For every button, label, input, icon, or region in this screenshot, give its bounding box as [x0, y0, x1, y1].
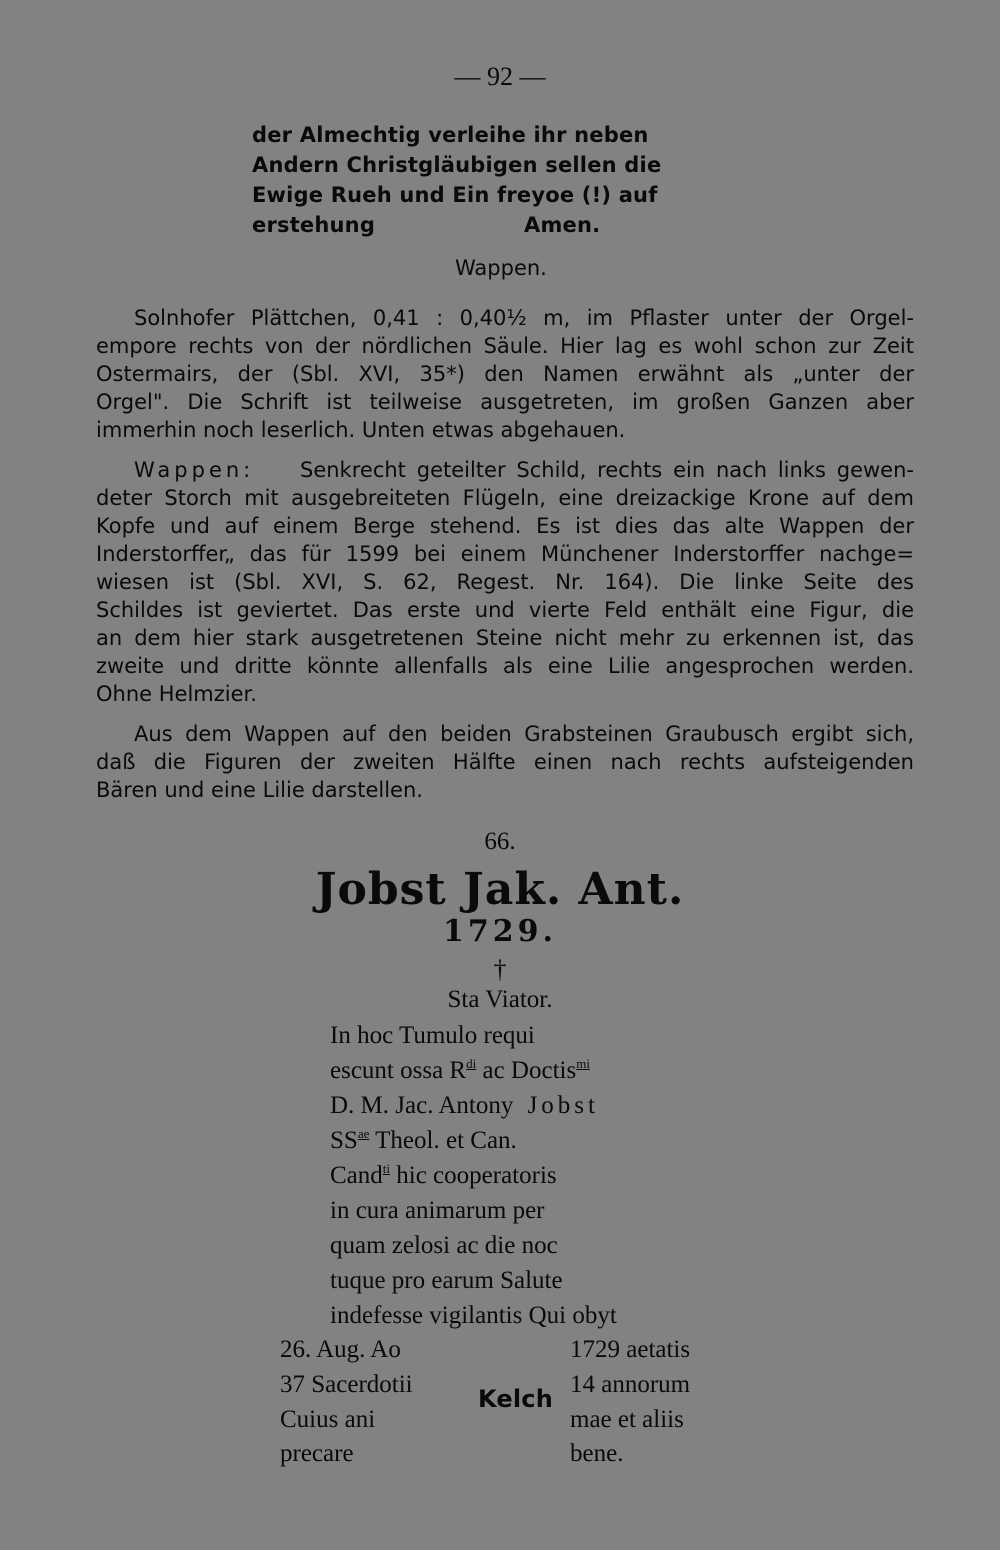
right-col-line-4: bene. — [570, 1440, 624, 1467]
para2-line-2: deter Storch mit ausgebreiteten Flügeln, eine dreizackige Krone auf dem — [96, 486, 914, 510]
inscription-line-1: der Almechtig verleihe ihr neben — [252, 123, 649, 147]
para2-line-4: Inderstorffer„ das für 1599 bei einem Münchener Inderstorffer nachge= — [96, 542, 914, 566]
right-col-line-1: 1729 aetatis — [570, 1336, 691, 1363]
inscription-line-3: Ewige Rueh und Ein freyoe (!) auf — [252, 183, 658, 207]
para2-line-3: Kopfe und auf einem Berge stehend. Es ist dies das alte Wappen der — [96, 514, 914, 538]
latin-line-4 — [330, 1127, 517, 1155]
latin-line-2-a: escunt ossa R — [330, 1057, 467, 1084]
latin-line-1: In hoc Tumulo requi — [330, 1022, 535, 1049]
entry-year: 1729. — [443, 914, 557, 949]
left-col-line-1: 26. Aug. Ao — [280, 1336, 401, 1363]
latin-line-5-sup: ti — [382, 1161, 391, 1176]
para2-line-5: wiesen ist (Sbl. XVI, S. 62, Regest. Nr. 164). Die linke Seite des — [96, 570, 914, 594]
latin-line-2-sup: di — [466, 1056, 477, 1071]
para1-line-1: Solnhofer Plättchen, 0,41 : 0,40½ m, im Pflaster unter der Orgel- — [134, 306, 914, 330]
page-number: — 92 — — [454, 62, 546, 91]
latin-line-4-b: Theol. et Can. — [369, 1127, 517, 1154]
right-col-line-3: mae et aliis — [570, 1406, 684, 1433]
latin-line-2 — [330, 1057, 590, 1085]
latin-line-6: in cura animarum per — [330, 1197, 545, 1224]
latin-line-8: tuque pro earum Salute — [330, 1267, 563, 1294]
para1-line-2: empore rechts von der nördlichen Säule. Hier lag es wohl schon zur Zeit — [96, 334, 914, 358]
para3-line-3: Bären und eine Lilie darstellen. — [96, 778, 423, 802]
entry-number: 66. — [484, 828, 516, 855]
para1-line-3: Ostermairs, der (Sbl. XVI, 35*) den Namen erwähnt als „unter der — [96, 362, 914, 386]
left-col-line-2: 37 Sacerdotii — [280, 1371, 413, 1398]
latin-line-5 — [330, 1162, 557, 1190]
para1-line-5: immerhin noch leserlich. Unten etwas abgehauen. — [96, 418, 626, 442]
right-col-line-2: 14 annorum — [570, 1371, 691, 1398]
para2-lead: Wappen: — [134, 458, 255, 482]
inscription-line-4: erstehung — [252, 213, 376, 237]
latin-line-5-a: Cand — [330, 1162, 383, 1189]
para3-line-2: daß die Figuren der zweiten Hälfte einen nach rechts aufsteigenden — [96, 750, 914, 774]
latin-head: Sta Viator. — [447, 986, 553, 1013]
latin-line-7: quam zelosi ac die noc — [330, 1232, 558, 1259]
kelch-label: Kelch — [478, 1385, 553, 1413]
latin-line-3-a: D. M. Jac. Antony — [330, 1092, 514, 1119]
para2-line-9: Ohne Helmzier. — [96, 682, 257, 706]
cross-symbol: † — [493, 955, 507, 984]
entry-name: Jobst Jak. Ant. — [315, 864, 685, 915]
wappen-label: Wappen. — [455, 256, 547, 280]
left-col-line-3: Cuius ani — [280, 1406, 376, 1433]
para2-line-7: an dem hier stark ausgetretenen Steine nicht mehr zu erkennen ist, das — [96, 626, 914, 650]
para2-line-8: zweite und dritte könnte allenfalls als eine Lilie angesprochen werden. — [96, 654, 914, 678]
latin-line-9: indefesse vigilantis Qui obyt — [330, 1302, 617, 1329]
latin-line-2-b: ac Doctis — [476, 1057, 577, 1084]
latin-line-4-a: SS — [330, 1127, 358, 1154]
para2-line-6: Schildes ist geviertet. Das erste und vierte Feld enthält eine Figur, die — [96, 598, 914, 622]
latin-line-3 — [330, 1092, 599, 1120]
para2-line-1: Senkrecht geteilter Schild, rechts ein nach links gewen- — [300, 458, 914, 482]
inscription-line-2: Andern Christgläubigen sellen die — [252, 153, 662, 177]
latin-line-3-name: Jobst — [527, 1092, 599, 1119]
latin-line-4-sup: ae — [357, 1126, 370, 1141]
para3-line-1: Aus dem Wappen auf den beiden Grabsteinen Graubusch ergibt sich, — [134, 722, 914, 746]
inscription-amen: Amen. — [524, 213, 601, 237]
left-col-line-4: precare — [280, 1440, 354, 1467]
para1-line-4: Orgel". Die Schrift ist teilweise ausgetreten, im großen Ganzen aber — [96, 390, 914, 414]
latin-line-2-sup2: mi — [576, 1056, 590, 1071]
latin-line-5-b: hic cooperatoris — [390, 1162, 557, 1189]
